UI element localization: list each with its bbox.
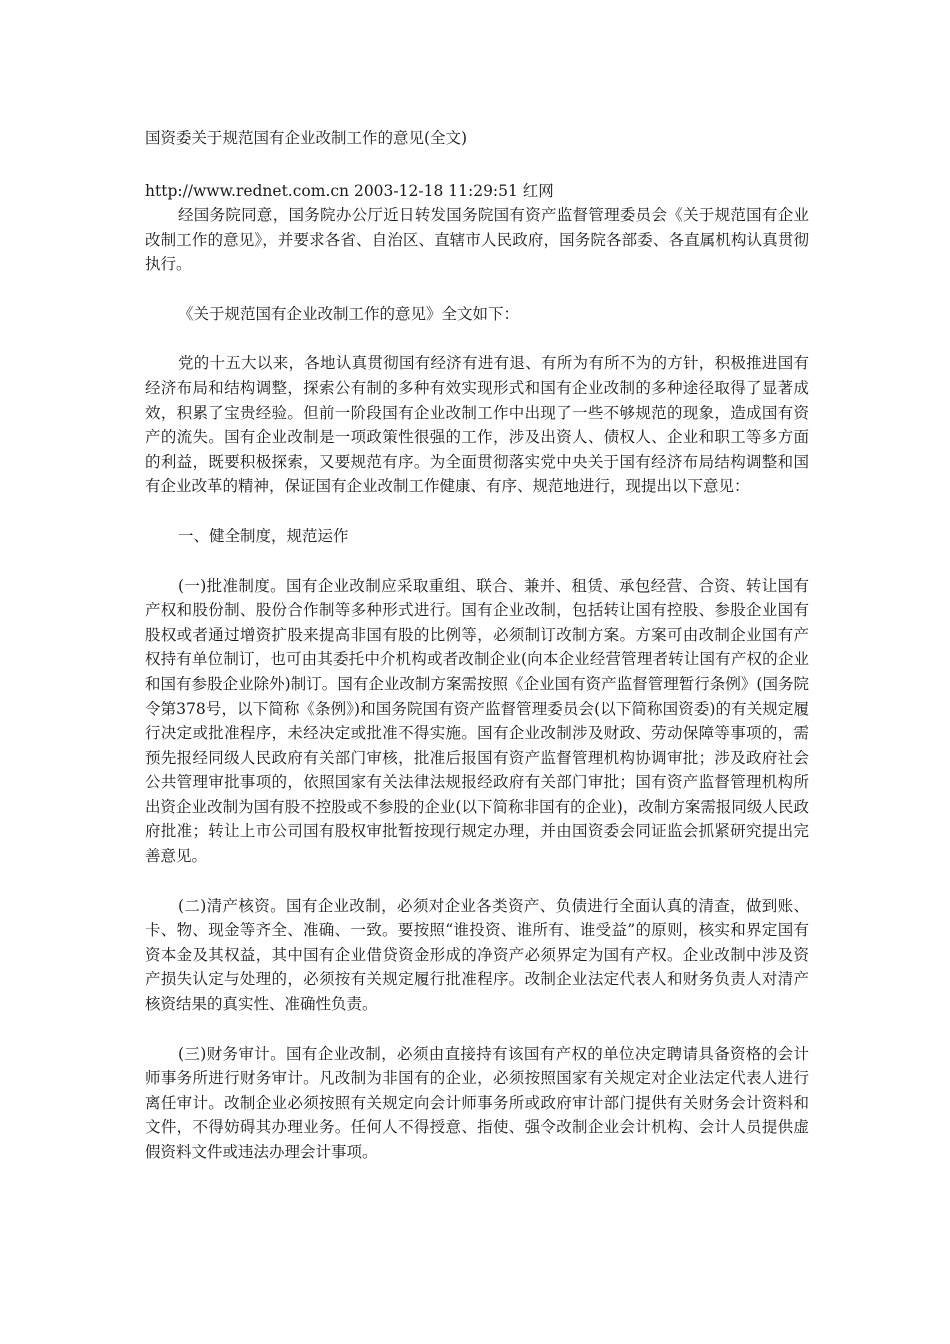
paragraph-asset-verification: (二)清产核资。国有企业改制，必须对企业各类资产、负债进行全面认真的清查，做到账、卡、物、现金等齐全、准确、一致。要按照“谁投资、谁所有、谁受益”的原则，核实和界定国有资本金及其权益，其中国有企业借贷资金形成的净资产必须界定为国有产权。企业改制中涉及资产损失认定与处理的，必须按有关规定履行批准程序。改制企业法定代表人和财务负责人对清产核资结果的真实性、准确性负责。 (145, 896, 809, 1014)
paragraph-financial-audit: (三)财务审计。国有企业改制，必须由直接持有该国有产权的单位决定聘请具备资格的会计师事务所进行财务审计。凡改制为非国有的企业，必须按照国家有关规定对企业法定代表人进行离任审计。改制企业必须按照有关规定向会计师事务所或政府审计部门提供有关财务会计资料和文件，不得妨碍其办理业务。任何人不得授意、指使、强令改制企业会计机构、会计人员提供虚假资料文件或违法办理会计事项。 (145, 1044, 809, 1161)
document-body (145, 126, 809, 1165)
paragraph-preamble: 党的十五大以来，各地认真贯彻国有经济有进有退、有所为有所不为的方针，积极推进国有经济布局和结构调整，探索公有制的多种有效实现形式和国有企业改制的多种途径取得了显著成效，积累了宝贵经验。但前一阶段国有企业改制工作中出现了一些不够规范的现象，造成国有资产的流失。国有企业改制是一项政策性很强的工作，涉及出资人、债权人、企业和职工等多方面的利益，既要积极探索，又要规范有序。为全面贯彻落实党中央关于国有经济布局结构调整和国有企业改革的精神，保证国有企业改制工作健康、有序、规范地进行，现提出以下意见： (145, 354, 809, 496)
document-title: 国资委关于规范国有企业改制工作的意见(全文) (145, 129, 468, 147)
paragraph-fulltext-heading: 《关于规范国有企业改制工作的意见》全文如下： (178, 304, 520, 323)
source-line: http://www.rednet.com.cn 2003-12-18 11:29:51 红网 (145, 182, 554, 200)
paragraph-intro: 经国务院同意，国务院办公厅近日转发国务院国有资产监督管理委员会《关于规范国有企业改制工作的意见》，并要求各省、自治区、直辖市人民政府，国务院各部委、各直属机构认真贯彻执行。 (145, 206, 809, 274)
section-heading-1: 一、健全制度，规范运作 (178, 526, 349, 545)
paragraph-approval-system: (一)批准制度。国有企业改制应采取重组、联合、兼并、租赁、承包经营、合资、转让国有产权和股份制、股份合作制等多种形式进行。国有企业改制，包括转让国有控股、参股企业国有股权或者通过增资扩股来提高非国有股的比例等，必须制订改制方案。方案可由改制企业国有产权持有单位制订，也可由其委托中介机构或者改制企业(向本企业经营管理者转让国有产权的企业和国有参股企业除外)制订。国有企业改制方案需按照《企业国有资产监督管理暂行条例》(国务院令第378号，以下简称《条例》)和国务院国有资产监督管理委员会(以下简称国资委)的有关规定履行决定或批准程序，未经决定或批准不得实施。国有企业改制涉及财政、劳动保障等事项的，需预先报经同级人民政府有关部门审核，批准后报国有资产监督管理机构协调审批；涉及政府社会公共管理审批事项的，依照国家有关法律法规报经政府有关部门审批；国有资产监督管理机构所出资企业改制为国有股不控股或不参股的企业(以下简称非国有的企业)，改制方案需报同级人民政府批准；转让上市公司国有股权审批暂按现行规定办理，并由国资委会同证监会抓紧研究提出完善意见。 (145, 576, 809, 866)
